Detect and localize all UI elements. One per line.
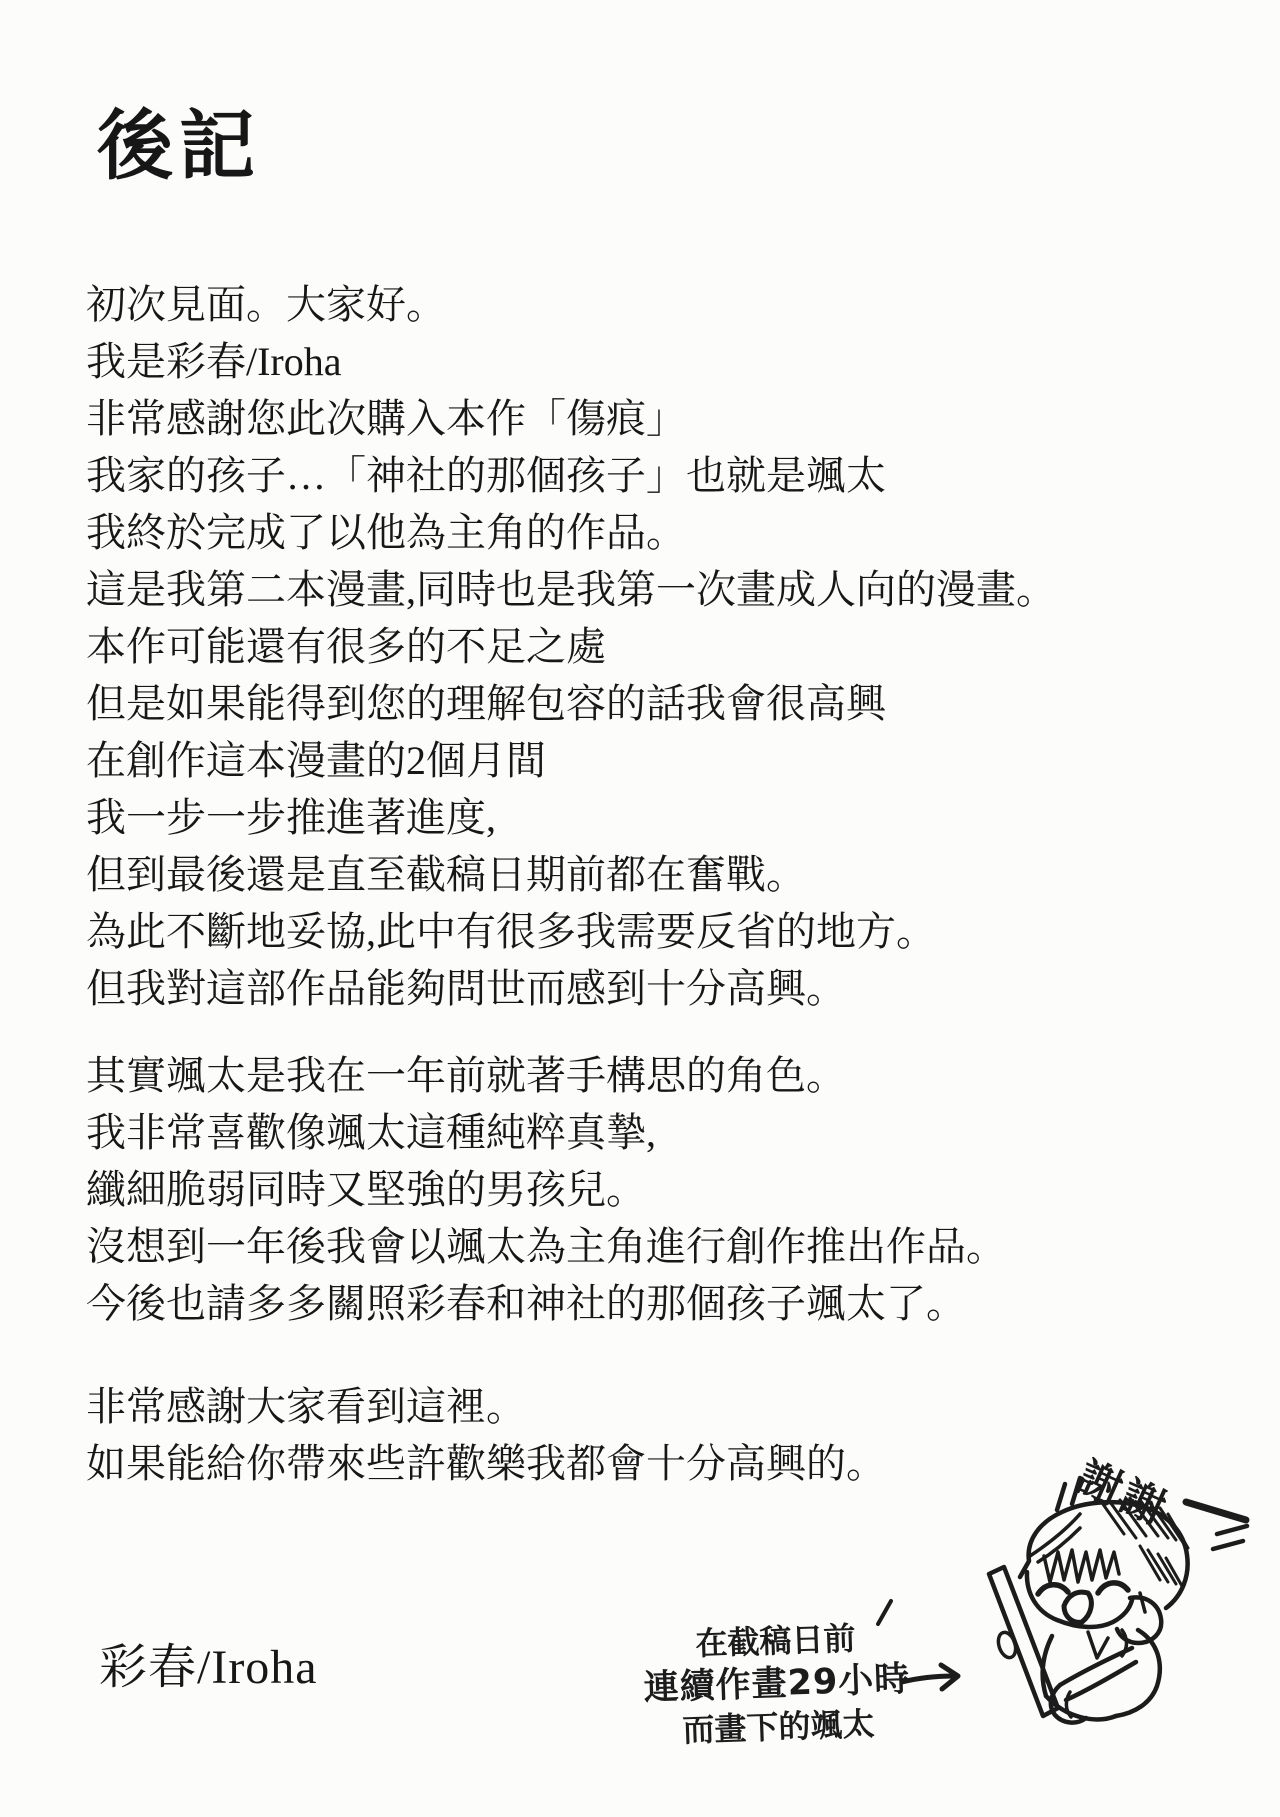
note-line-3: 而畫下的颯太 bbox=[681, 1704, 876, 1750]
hair-hatching bbox=[1100, 1498, 1188, 1586]
body-line: 我終於完成了以他為主角的作品。 bbox=[86, 510, 686, 555]
emphasis-line-left-icon bbox=[878, 1601, 891, 1624]
body-line: 沒想到一年後我會以颯太為主角進行創作推出作品。 bbox=[86, 1224, 1006, 1269]
body-line: 為此不斷地妥協,此中有很多我需要反省的地方。 bbox=[86, 909, 936, 954]
paragraph bbox=[86, 276, 1056, 1017]
author-signature: 彩春/Iroha bbox=[99, 1641, 318, 1694]
note-line-1: 在截稿日前 bbox=[694, 1619, 857, 1663]
body-line: 但我對這部作品能夠問世而感到十分高興。 bbox=[86, 966, 846, 1011]
chibi-character-sketch bbox=[870, 1420, 1280, 1817]
paragraph bbox=[86, 1047, 1056, 1332]
body-line: 我是彩春/Iroha bbox=[86, 339, 342, 384]
body-line: 初次見面。大家好。 bbox=[86, 282, 446, 327]
body-line: 如果能給你帶來些許歡樂我都會十分高興的。 bbox=[86, 1441, 886, 1486]
emphasis-lines-icon bbox=[1213, 1526, 1247, 1549]
body-line: 本作可能還有很多的不足之處 bbox=[86, 624, 606, 669]
body-line: 今後也請多多關照彩春和神社的那個孩子颯太了。 bbox=[86, 1281, 966, 1326]
body-line: 這是我第二本漫畫,同時也是我第一次畫成人向的漫畫。 bbox=[86, 567, 1056, 612]
body-line: 我非常喜歡像颯太這種純粹真摯, bbox=[86, 1110, 656, 1155]
body-line: 非常感謝您此次購入本作「傷痕」 bbox=[86, 396, 686, 441]
body-line: 非常感謝大家看到這裡。 bbox=[86, 1384, 526, 1429]
body-line: 但是如果能得到您的理解包容的話我會很高興 bbox=[86, 681, 886, 726]
open-mouth-sketch bbox=[1064, 1592, 1091, 1622]
hand-drawn-arrow-icon bbox=[902, 1665, 958, 1689]
thanks-dash-stroke bbox=[1186, 1502, 1246, 1520]
body-line: 纖細脆弱同時又堅強的男孩兒。 bbox=[86, 1167, 646, 1212]
body-line: 我一步一步推進著進度, bbox=[86, 795, 496, 840]
body-line: 在創作這本漫畫的2個月間 bbox=[86, 738, 546, 783]
character-head-sketch bbox=[1020, 1498, 1188, 1643]
page-title: 後記 bbox=[97, 105, 261, 189]
body-line: 但到最後還是直至截稿日期前都在奮戰。 bbox=[86, 852, 806, 897]
body-line: 其實颯太是我在一年前就著手構思的角色。 bbox=[86, 1053, 846, 1098]
note-line-2: 連續作畫29小時 bbox=[643, 1659, 911, 1709]
body-line: 我家的孩子…「神社的那個孩子」也就是颯太 bbox=[86, 453, 886, 498]
handwritten-thanks: 謝謝 bbox=[1070, 1452, 1177, 1537]
body-text bbox=[86, 276, 1056, 1492]
